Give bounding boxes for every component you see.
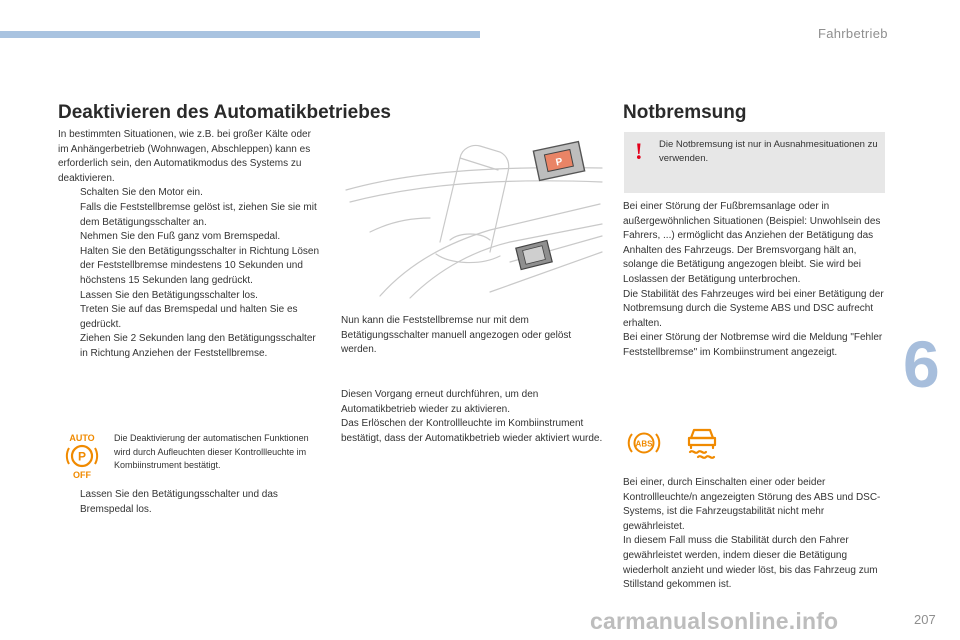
list-item [58, 201, 320, 230]
right-paragraph-1 [623, 200, 885, 361]
list-item [58, 289, 320, 304]
page-number: 207 [914, 612, 936, 627]
svg-text:P: P [554, 156, 564, 169]
list-item [58, 332, 320, 361]
section-title: Fahrbetrieb [818, 26, 888, 41]
step-text: Schalten Sie den Motor ein. [80, 187, 203, 199]
auto-off-icon-top-text: AUTO [69, 433, 95, 443]
section-heading-emergency-braking: Notbremsung [623, 102, 747, 123]
list-item [58, 303, 320, 332]
warning-exclamation-icon: ! [635, 139, 643, 164]
middle-paragraph-1: Nun kann die Feststellbremse nur mit dem Betätigungsschalter manuell angezogen oder gelöst werden. [341, 315, 572, 356]
step-text: Halten Sie den Betätigungsschalter in Richtung Lösen der Feststellbremse mindestens 10 Sekunden und höchstens 15 Sekunden lang gedrückt. [80, 245, 320, 286]
text-line: Diesen Vorgang erneut durchführen, um den Automatikbetrieb wieder zu aktivieren. [341, 389, 539, 415]
text-line: In diesem Fall muss die Stabilität durch den Fahrer gewährleistet werden, indem dieser die Betätigung wiederholt anzieht und wieder löst, bis das Fahrzeug zum Stillstand gekommen ist. [623, 535, 878, 591]
chapter-number: 6 [903, 327, 940, 401]
warning-box [624, 132, 885, 193]
step-text: Treten Sie auf das Bremspedal und halten Sie es gedrückt. [80, 304, 298, 330]
auto-off-warning-icon [64, 432, 100, 480]
header-accent-bar [0, 31, 480, 38]
left-text-block [58, 128, 320, 362]
list-item [58, 230, 320, 245]
text-line: Die Stabilität des Fahrzeuges wird bei einer Betätigung der Notbremsung durch die Systeme ABS und DSC aufrecht erhalten. [623, 288, 884, 329]
auto-off-icon-center-text: P [77, 449, 87, 464]
step-text: Ziehen Sie 2 Sekunden lang den Betätigungsschalter in Richtung Anziehen der Feststellbremse. [80, 333, 316, 359]
watermark: carmanualsonline.info [590, 608, 839, 634]
list-item [58, 245, 320, 289]
list-item [58, 488, 320, 517]
step-text: Nehmen Sie den Fuß ganz vom Bremspedal. [80, 231, 281, 243]
section-heading-deactivate: Deaktivieren des Automatikbetriebes [58, 102, 391, 123]
brake-switch-top [533, 142, 584, 181]
warning-text: Die Notbremsung ist nur in Ausnahmesituationen zu verwenden. [659, 139, 878, 164]
step-text: Falls die Feststellbremse gelöst ist, ziehen Sie sie mit dem Betätigungsschalter an. [80, 201, 317, 228]
abs-icon-label: ABS [635, 439, 653, 449]
list-item [58, 186, 320, 201]
text-line: Bei einer, durch Einschalten einer oder beider Kontrollleuchte/n angezeigten Störung des ABS und DSC-Systems, ist die Fahrzeugstabilität nicht mehr gewährleistet. [623, 477, 881, 532]
left-final-step [58, 488, 320, 517]
text-line: Das Erlöschen der Kontrollleuchte im Kombiinstrument bestätigt, dass der Automatikbetrieb wieder aktiviert wurde. [341, 418, 603, 444]
parking-brake-console-illustration [340, 132, 608, 300]
deactivation-note: Die Deaktivierung der automatischen Funktionen wird durch Aufleuchten dieser Kontrollleuchte im Kombiinstrument bestätigt. [114, 433, 309, 470]
brake-switch-console [516, 240, 552, 269]
middle-paragraph-2 [341, 388, 606, 446]
step-text: Lassen Sie den Betätigungsschalter los. [80, 289, 258, 301]
text-line: Bei einer Störung der Notbremse wird die Meldung "Fehler Feststellbremse" im Kombiinstrument angezeigt. [623, 332, 883, 358]
step-list [58, 186, 320, 361]
final-step-text: Lassen Sie den Betätigungsschalter und das Bremspedal los. [80, 489, 278, 515]
abs-warning-icon [626, 428, 662, 458]
text-line: Bei einer Störung der Fußbremsanlage oder in außergewöhnlichen Situationen (Beispiel: Unwohlsein des Fahrers, ...) ermöglicht das Anziehen der Betätigung das Anhalten des Fahrzeugs. Der Bremsvorgang hält an, solange die Betätigung angezogen bleibt. Sie wird bei Loslassen der Betätigung unterbrochen. [623, 201, 881, 285]
auto-off-icon-bottom-text: OFF [73, 470, 91, 480]
right-paragraph-2 [623, 476, 885, 593]
dsc-warning-icon [682, 424, 722, 460]
intro-paragraph: In bestimmten Situationen, wie z.B. bei großer Kälte oder im Anhängerbetrieb (Wohnwagen, Abschleppen) kann es erforderlich sein, den Automatikmodus des Systems zu deaktivieren. [58, 129, 311, 184]
